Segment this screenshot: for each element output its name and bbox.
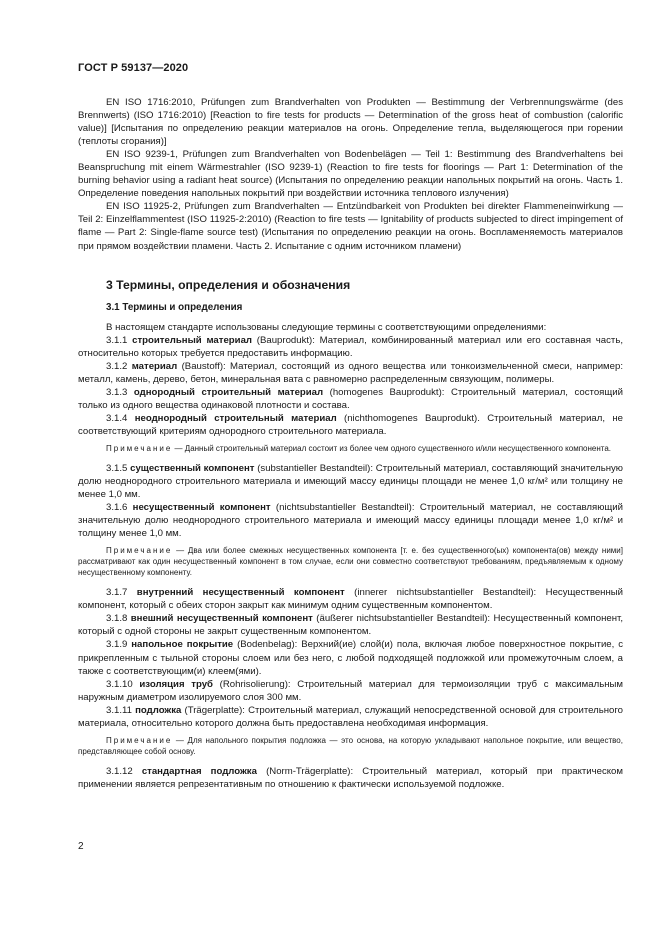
term-name: внешний несущественный компонент	[130, 613, 313, 625]
note-text: — Два или более смежных несущественных компонента [т. е. без существенного(ых) компонента(ов) между ними] рассматривают как один несущественный компонент в том случае, если они совместно соответствуют требованиям, предъявляемым к одному несущественному компоненту.	[78, 546, 623, 578]
note-text: — Для напольного покрытия подложка — это основа, на которую укладывают напольное покрытие, или вещество, представляющее собой основу.	[78, 735, 623, 756]
note	[78, 735, 623, 757]
term-definition: (äußerer nichtsubstantieller Bestandteil): Несущественный компонент, который с одной стороны не закрыт существенным компонентом.	[78, 613, 623, 638]
note-label: Примечание	[106, 735, 173, 745]
note-text: — Данный строительный материал состоит из более чем одного существенного и/или несущественного компонента.	[174, 443, 612, 453]
term-entry	[78, 386, 623, 412]
term-definition: (Baustoff): Материал, состоящий из одного вещества или тонкоизмельченной смеси, например: металл, камень, дерево, бетон, минеральная вата с равномерно распределенным связующим, полимеры.	[78, 360, 623, 385]
term-number: 3.1.8	[106, 613, 128, 625]
note	[78, 443, 623, 454]
term-definition: (Trägerplatte): Строительный материал, служащий непосредственной основой для строительного материала, относительно которого должна быть предоставлена необходимая информация.	[78, 704, 624, 729]
document-header: ГОСТ Р 59137—2020	[78, 62, 189, 74]
term-number: 3.1.9	[106, 639, 128, 651]
term-name: однородный строительный материал	[133, 386, 324, 398]
term-name: подложка	[135, 704, 182, 716]
term-name: напольное покрытие	[131, 639, 234, 651]
term-number: 3.1.4	[106, 412, 128, 424]
term-number: 3.1.10	[106, 678, 133, 690]
section-title: 3 Термины, определения и обозначения	[106, 277, 351, 292]
term-name: неоднородный строительный материал	[134, 412, 337, 424]
term-number: 3.1.1	[106, 334, 128, 346]
term-entry	[78, 678, 623, 704]
term-definition: (substantieller Bestandteil): Строительный материал, составляющий значительную долю неоднородного строительного материала и имеющий массу единицы площади не менее 1,0 кг/м² или толщину не менее 1,0 мм.	[78, 462, 623, 501]
reference-en-iso-11925: EN ISO 11925-2, Prüfungen zum Brandverhalten — Entzündbarkeit von Produkten bei direkter Flammeneinwirkung — Teil 2: Einzelflammentest (ISO 11925-2:2010) (Reaction to fire tests — Ignitability of products subjected to direct impingement of flame — Part 2: Single-flame source test) (Испытания по определению реакции на огонь. Воспламеняемость материалов при прямом воздействии пламени. Часть 2. Испытание с одним источником пламени)	[78, 201, 623, 252]
term-entry	[78, 612, 623, 638]
term-definition: (Rohrisolierung): Строительный материал для термоизоляции труб с максимальным наружным диаметром изолируемого слоя 300 мм.	[78, 678, 623, 703]
term-entry	[78, 704, 623, 730]
term-definition: (homogenes Bauprodukt): Строительный материал, состоящий только из одного вещества одинаковой плотности и состава.	[78, 386, 623, 411]
term-definition: (Norm-Trägerplatte): Строительный материал, который при практическом применении является репрезентативным по отношению к фактически используемой подложке.	[78, 765, 623, 790]
page-number: 2	[78, 841, 84, 852]
term-definition: (nichthomogenes Bauprodukt). Строительный материал, не соответствующий критериям однородного строительного материала.	[78, 412, 624, 437]
term-name: внутренний несущественный компонент	[136, 587, 345, 599]
term-number: 3.1.7	[106, 587, 128, 599]
subsection-title: 3.1 Термины и определения	[106, 301, 243, 313]
term-entry	[78, 462, 623, 501]
reference-en-iso-9239: EN ISO 9239-1, Prüfungen zum Brandverhalten von Bodenbelägen — Teil 1: Bestimmung des Brandverhaltens bei Beanspruchung mit einem Wärmestrahler (ISO 9239-1) (Reaction to fire tests for floorings — Part 1: Determination of the burning behavior using a radiant heat source) (Испытания по определению реакции напольных покрытий на огонь. Часть 1. Определение поведения напольных покрытий при воздействии источника теплового излучения)	[78, 149, 623, 200]
term-entry	[78, 334, 623, 360]
term-definition: (innerer nichtsubstantieller Bestandteil): Несущественный компонент, который с обеих сторон закрыт как минимум одним существенным компонентом.	[78, 587, 624, 612]
term-entry	[78, 501, 623, 540]
term-number: 3.1.6	[106, 502, 128, 514]
term-entry	[78, 638, 623, 677]
term-entry	[78, 765, 623, 791]
term-number: 3.1.5	[106, 462, 128, 474]
term-number: 3.1.11	[106, 704, 132, 716]
term-definition: (nichtsubstantieller Bestandteil): Строительный материал, не составляющий значительную долю неоднородного строительного материала и имеющий массу единицы площади менее 1,0 кг/м² и толщину менее 1,0 мм.	[78, 502, 624, 540]
term-definition: (Bauprodukt): Материал, комбинированный материал или его составная часть, относительно которых требуется предоставить информацию.	[78, 334, 623, 359]
section-intro: В настоящем стандарте использованы следующие термины с соответствующими определениями:	[106, 321, 547, 333]
term-entry	[78, 360, 623, 386]
term-number: 3.1.3	[106, 386, 128, 398]
note-label: Примечание	[106, 443, 173, 453]
term-name: несущественный компонент	[132, 502, 271, 514]
note	[78, 545, 623, 578]
term-name: строительный материал	[132, 334, 252, 346]
term-entry	[78, 412, 623, 438]
term-entry	[78, 586, 623, 612]
term-definition: (Bodenbelag): Верхний(ие) слой(и) пола, включая любое поверхностное покрытие, с прикрепленным с тыльной стороны слоем или без него, с любой подходящей подложкой или промежуточным слоем, а также с соответствующим(и) клеем(ями).	[78, 639, 624, 677]
term-name: материал	[131, 360, 178, 372]
note-label: Примечание	[106, 546, 173, 556]
reference-en-iso-1716: EN ISO 1716:2010, Prüfungen zum Brandverhalten von Produkten — Bestimmung der Verbrennungswärme (des Brennwerts) (ISO 1716:2010) [Reaction to fire tests for products — Determination of the gross heat of combustion (calorific value)] [Испытания по определению реакции материалов на огонь. Определение тепла, выделяющегося при горении (теплоты сгорания)]	[78, 97, 623, 148]
term-name: изоляция труб	[139, 678, 213, 690]
term-name: существенный компонент	[130, 462, 255, 474]
term-number: 3.1.2	[106, 360, 128, 372]
document-body	[78, 96, 623, 791]
term-number: 3.1.12	[106, 765, 133, 777]
term-name: стандартная подложка	[141, 765, 257, 777]
